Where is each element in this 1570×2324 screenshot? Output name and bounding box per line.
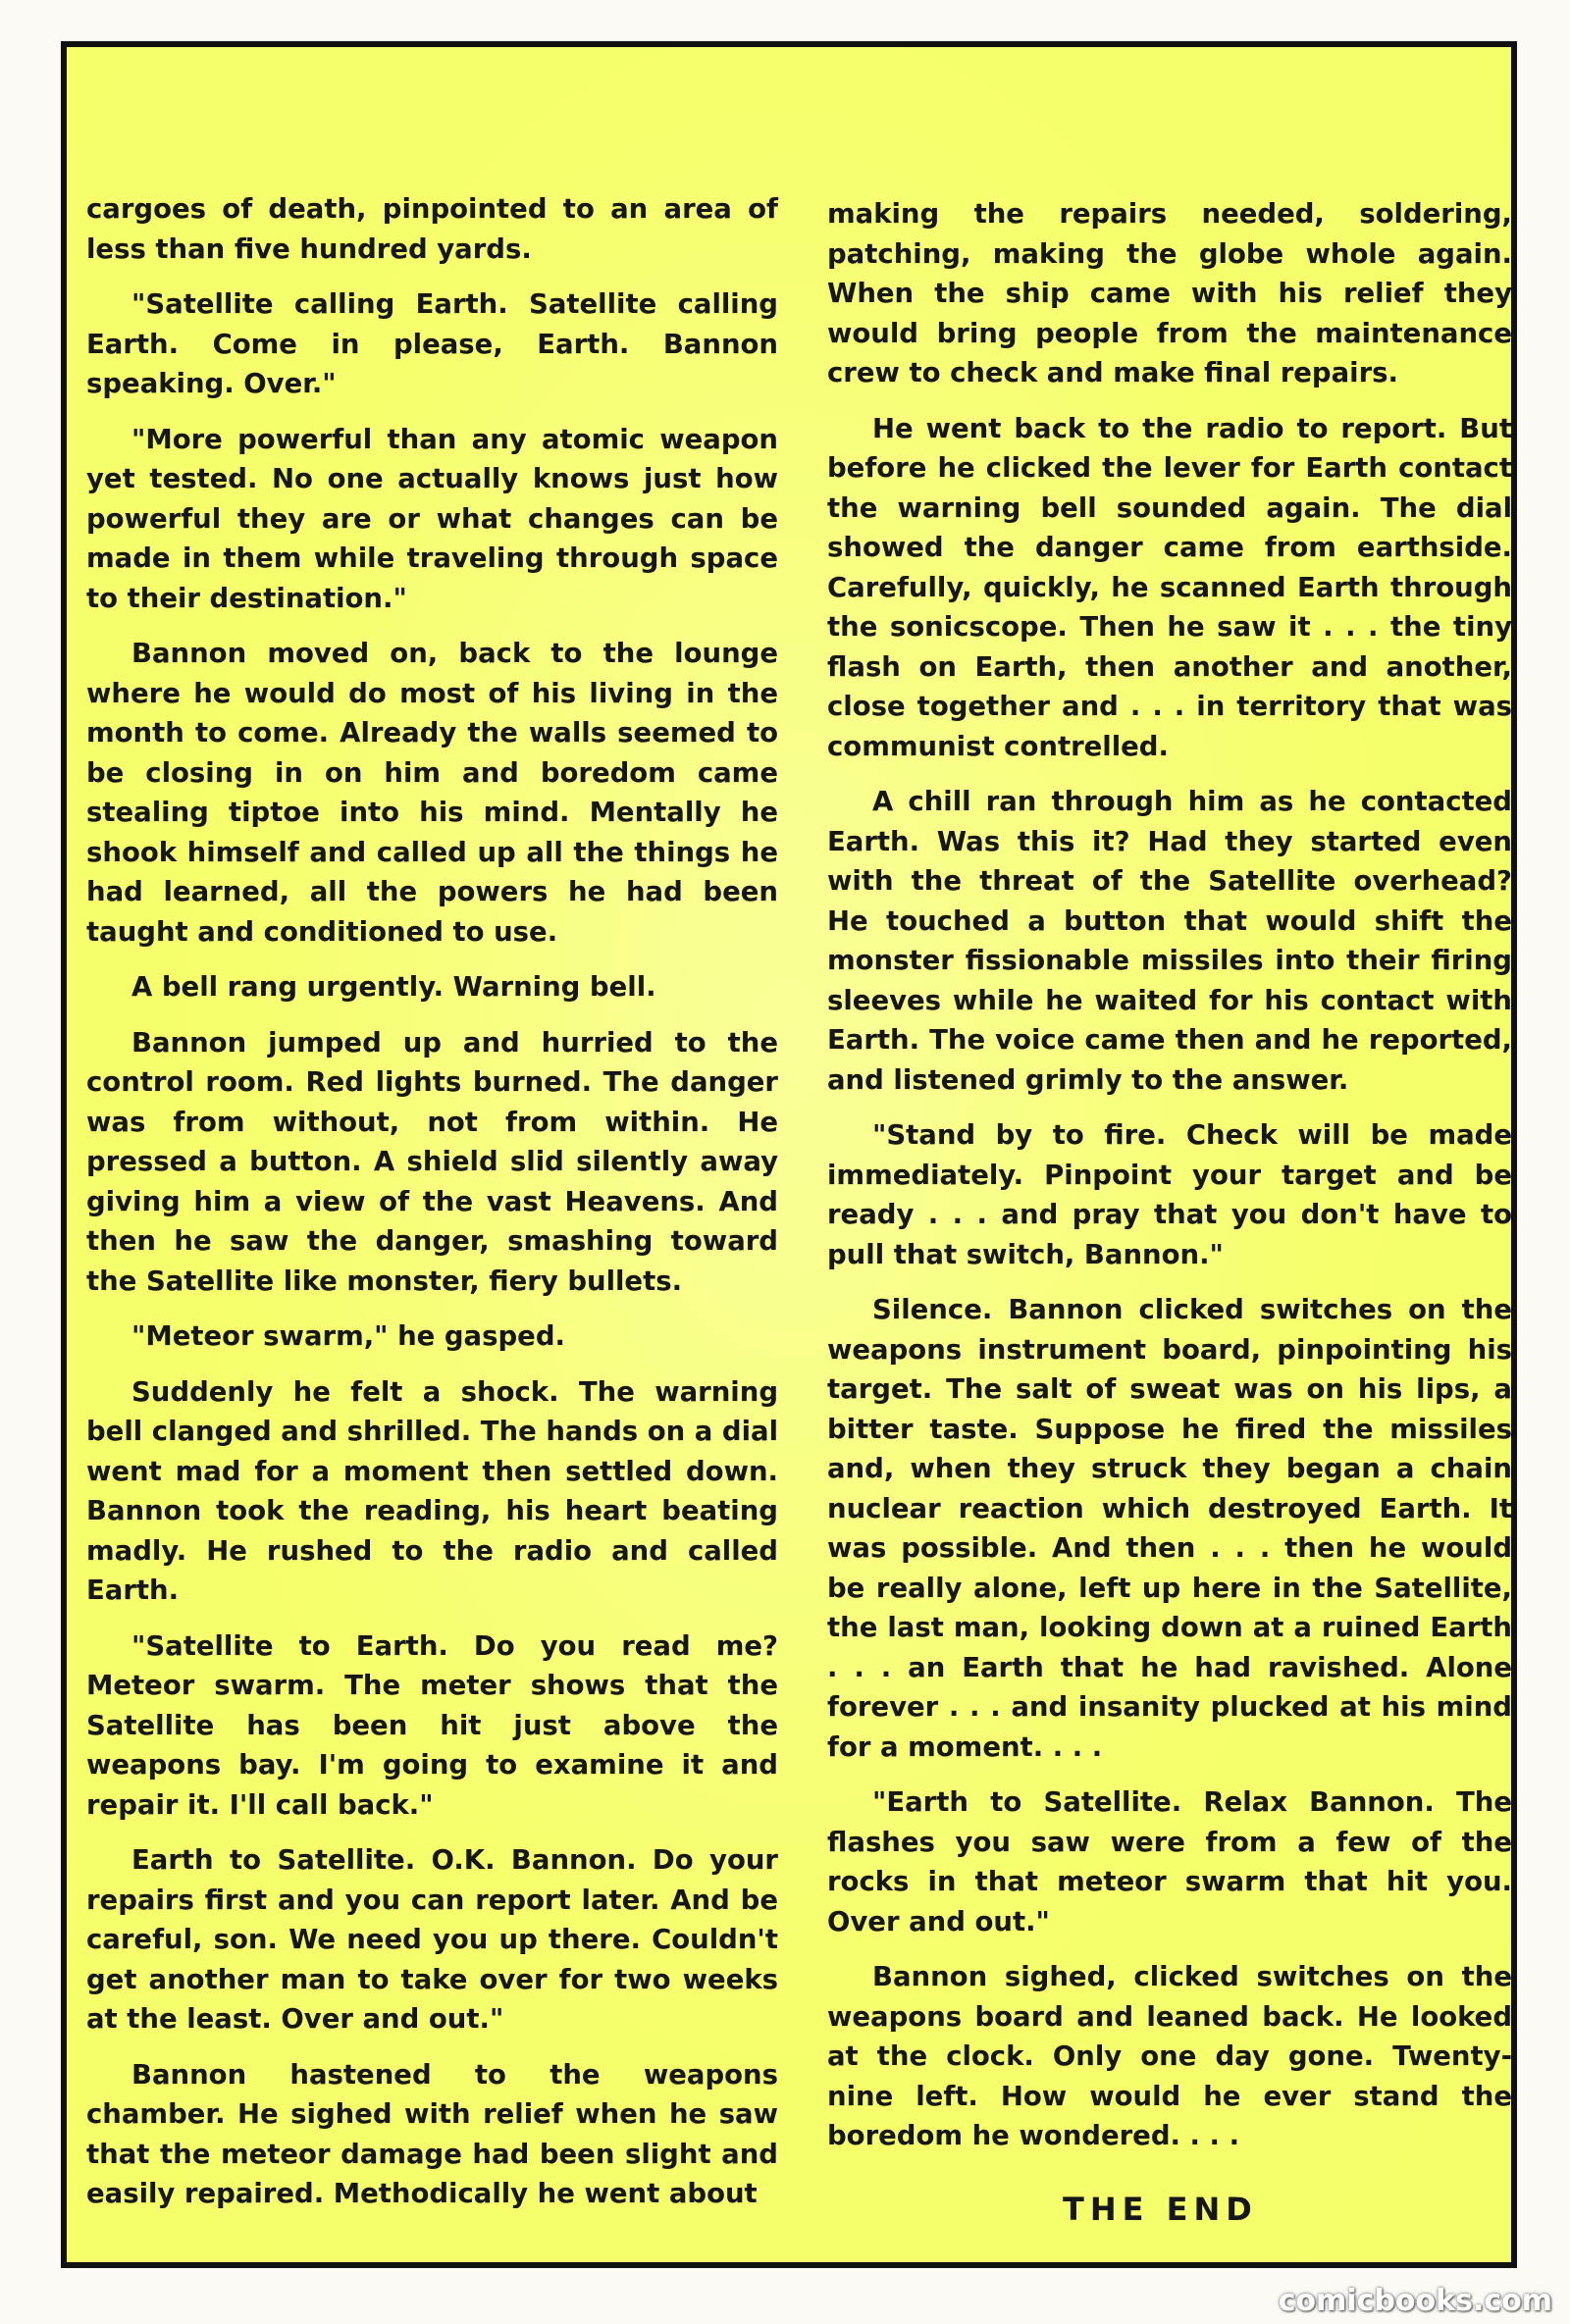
paragraph: Bannon moved on, back to the lounge where he would do most of his living in the month to come. Already the walls seemed to be closing in on him and boredom came stealing tiptoe into his mind. Mentally he shook himself and called up all the things he had learned, all the powers he had been taught and conditioned to use. (86, 638, 778, 948)
story-column-right (827, 194, 1512, 2172)
watermark: comicbooks.com (1278, 2284, 1552, 2318)
paragraph: Bannon jumped up and hurried to the control room. Red lights burned. The danger was from without, not from within. He pressed a button. A shield slid silently away giving him a view of the vast Heavens. And then he saw the danger, smashing toward the Satellite like monster, fiery bullets. (86, 1026, 778, 1297)
paragraph: "Satellite calling Earth. Satellite calling Earth. Come in please, Earth. Bannon speaking. Over." (86, 288, 778, 399)
paragraph: making the repairs needed, soldering, patching, making the globe whole again. When the ship came with his relief they would bring people from the maintenance crew to check and make final repairs. (827, 198, 1512, 388)
paragraph: Bannon sighed, clicked switches on the weapons board and leaned back. He looked at the clock. Only one day gone. Twenty-nine left. How would he ever stand the boredom he wondered. . . . (827, 1961, 1512, 2151)
paragraph: "Meteor swarm," he gasped. (131, 1320, 565, 1352)
paragraph: "More powerful than any atomic weapon yet tested. No one actually knows just how powerful they are or what changes can be made in them while traveling through space to their destination." (86, 423, 778, 614)
the-end-label: THE END (1063, 2191, 1258, 2228)
paragraph: "Earth to Satellite. Relax Bannon. The flashes you saw were from a few of the rocks in that meteor swarm that hit you. Over and out." (827, 1786, 1512, 1937)
paragraph: Silence. Bannon clicked switches on the weapons instrument board, pinpointing his target. The salt of sweat was on his lips, a bitter taste. Suppose he fired the missiles and, when they struck they began a chain nuclear reaction which destroyed Earth. It was possible. And then . . . then he would be really alone, left up here in the Satellite, the last man, looking down at a ruined Earth . . . an Earth that he had ravished. Alone forever . . . and insanity plucked at his mind for a moment. . . . (827, 1294, 1512, 1763)
story-column-left (86, 189, 778, 2230)
paragraph: A bell rang urgently. Warning bell. (131, 971, 656, 1003)
paragraph: "Satellite to Earth. Do you read me? Meteor swarm. The meter shows that the Satellite has been hit just above the weapons bay. I'm going to examine it and repair it. I'll call back." (86, 1629, 778, 1821)
paragraph: He went back to the radio to report. But before he clicked the lever for Earth contact the warning bell sounded again. The dial showed the danger came from earthside. Carefully, quickly, he scanned Earth through the sonicscope. Then he saw it . . . the tiny flash on Earth, then another and another, close together and . . . in territory that was communist contrelled. (827, 412, 1512, 762)
paragraph: Bannon hastened to the weapons chamber. He sighed with relief when he saw that the meteor damage had been slight and easily repaired. Methodically he went about (86, 2058, 778, 2209)
paragraph: Earth to Satellite. O.K. Bannon. Do your repairs first and you can report later. And be careful, son. We need you up there. Couldn't get another man to take over for two weeks at the least. Over and out." (86, 1844, 778, 2035)
paragraph: "Stand by to fire. Check will be made immediately. Pinpoint your target and be ready . . . and pray that you don't have to pull that switch, Bannon." (827, 1119, 1512, 1270)
paragraph: Suddenly he felt a shock. The warning bell clanged and shrilled. The hands on a dial went mad for a moment then settled down. Bannon took the reading, his heart beating madly. He rushed to the radio and called Earth. (86, 1375, 778, 1606)
story-page (61, 41, 1517, 2268)
paragraph: cargoes of death, pinpointed to an area of less than five hundred yards. (86, 193, 778, 265)
paragraph: A chill ran through him as he contacted Earth. Was this it? Had they started even with the threat of the Satellite overhead? He touched a button that would shift the monster fissionable missiles into their firing sleeves while he waited for his contact with Earth. The voice came then and he reported, and listened grimly to the answer. (827, 786, 1512, 1096)
